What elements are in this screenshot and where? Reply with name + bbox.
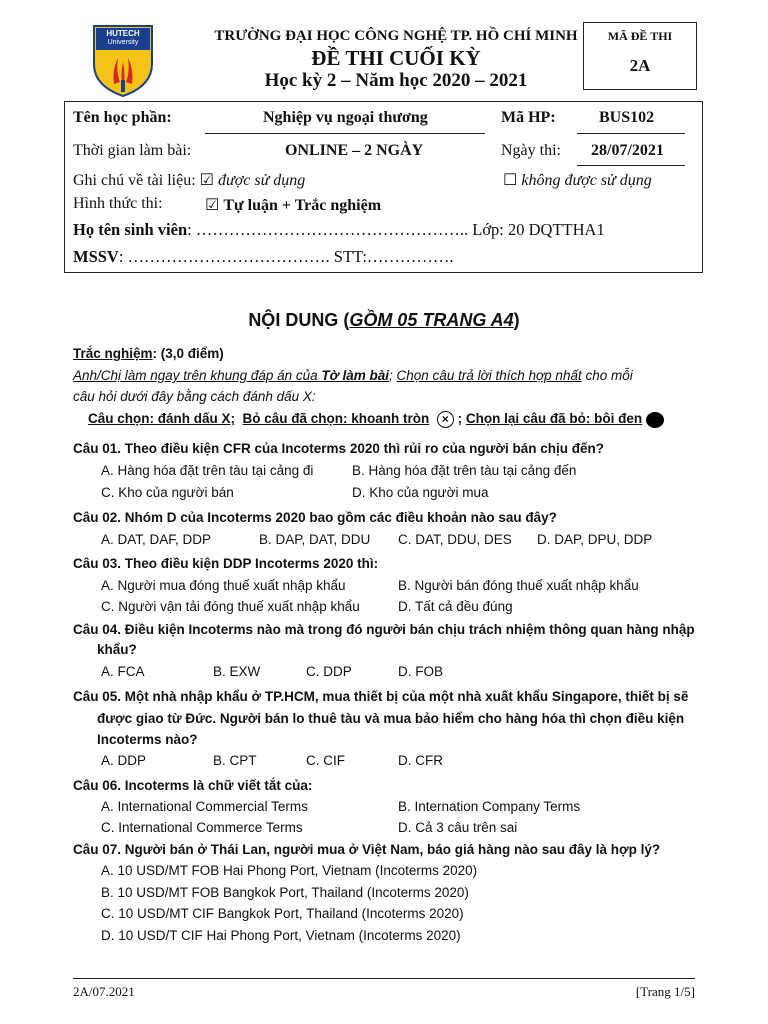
allowed-checkbox: ☑ (199, 172, 214, 189)
question-04: Câu 04. Điều kiện Incoterms nào mà trong đó người bán chịu trách nhiệm thông quan hàng nhập (73, 622, 695, 637)
content-title-suffix: ) (513, 310, 520, 330)
question-05-cont-1: được giao từ Đức. Người bán lo thuê tàu và mua bảo hiểm cho hàng hóa thì chọn điều kiện (97, 711, 685, 726)
hp-underline (577, 133, 685, 134)
instruction-1c: ; (389, 368, 397, 383)
q06-option-b: B. Internation Company Terms (398, 799, 581, 814)
q01-option-c: C. Kho của người bán (101, 485, 234, 500)
q03-option-b: B. Người bán đóng thuế xuất nhập khẩu (398, 578, 639, 593)
form-checkbox: ☑ (205, 197, 220, 214)
question-03: Câu 03. Theo điều kiện DDP Incoterms 2020 thì: (73, 556, 379, 571)
question-07: Câu 07. Người bán ở Thái Lan, người mua ở Việt Nam, báo giá hàng nào sau đây là hợp lý? (73, 842, 661, 857)
exam-code-value: 2A (629, 56, 651, 75)
q07-option-d: D. 10 USD/T CIF Hai Phong Port, Vietnam (Incoterms 2020) (101, 928, 461, 943)
date-underline (577, 165, 685, 166)
q04-option-b: B. EXW (213, 664, 261, 679)
q04-option-c: C. DDP (306, 664, 352, 679)
mark-rule-select: Câu chọn: đánh dấu X; (88, 411, 235, 427)
form-value: Tự luận + Trắc nghiệm (223, 197, 382, 214)
circled-x-icon: × (437, 411, 454, 428)
q02-option-b: B. DAP, DAT, DDU (259, 532, 371, 547)
mssv-label: MSSV (73, 247, 119, 266)
q04-option-d: D. FOB (398, 664, 444, 679)
allowed-text: được sử dụng (217, 172, 306, 189)
student-name-row (73, 220, 605, 240)
section-heading (73, 346, 224, 361)
q04-option-a: A. FCA (101, 664, 145, 679)
question-01: Câu 01. Theo điều kiện CFR của Incoterms 2020 thì rủi ro của người bán chịu đến? (73, 441, 604, 456)
question-06: Câu 06. Incoterms là chữ viết tắt của: (73, 778, 313, 793)
note-label: Ghi chú về tài liệu: (73, 172, 196, 189)
time-value: ONLINE – 2 NGÀY (285, 142, 424, 159)
logo-text-hutech: HUTECH (106, 29, 140, 38)
mssv-rest: : ………………………………. STT:……………. (118, 247, 454, 266)
q06-option-c: C. International Commerce Terms (101, 820, 303, 835)
time-label: Thời gian làm bài: (73, 142, 192, 159)
logo-text-university: University (107, 39, 139, 46)
question-05: Câu 05. Một nhà nhập khẩu ở TP.HCM, mua thiết bị của một nhà xuất khẩu Singapore, thiết bị sẽ (73, 689, 689, 704)
semester: Học kỳ 2 – Năm học 2020 – 2021 (264, 70, 528, 91)
student-name-rest: : ………………………………………….. Lớp: 20 DQTTHA1 (187, 220, 605, 239)
footer-page: [Trang 1/5] (635, 984, 695, 999)
content-title (0, 310, 768, 331)
mark-rule-cancel: Bỏ câu đã chọn: khoanh tròn (242, 411, 430, 427)
filled-circle-icon (646, 412, 664, 428)
footer-code: 2A/07.2021 (73, 984, 135, 999)
q01-option-b: B. Hàng hóa đặt trên tàu tại cảng đến (352, 463, 577, 478)
instruction-1d: Chọn câu trả lời thích hợp nhất (396, 368, 582, 383)
q02-option-d: D. DAP, DPU, DDP (537, 532, 653, 547)
instruction-1e: cho mỗi (581, 368, 633, 383)
exam-title: ĐỀ THI CUỐI KỲ (311, 46, 481, 70)
school-name: TRƯỜNG ĐẠI HỌC CÔNG NGHỆ TP. HỒ CHÍ MINH (214, 28, 578, 44)
q07-option-a: A. 10 USD/MT FOB Hai Phong Port, Vietnam (Incoterms 2020) (101, 863, 478, 878)
exam-code-label: MÃ ĐỀ THI (607, 29, 673, 43)
not-allowed-row (503, 170, 652, 190)
instruction-1b: Tờ làm bài (321, 368, 390, 383)
course-value: Nghiệp vụ ngoại thương (263, 109, 428, 126)
q02-option-c: C. DAT, DDU, DES (398, 532, 512, 547)
mssv-row (73, 247, 454, 267)
form-row (205, 195, 381, 215)
footer-rule (73, 978, 695, 979)
q05-option-d: D. CFR (398, 753, 443, 768)
q01-option-a: A. Hàng hóa đặt trên tàu tại cảng đi (101, 463, 314, 478)
instruction-1a: Anh/Chị làm ngay trên khung đáp án của (73, 368, 322, 383)
q06-option-a: A. International Commercial Terms (101, 799, 308, 814)
q07-option-b: B. 10 USD/MT FOB Bangkok Port, Thailand (Incoterms 2020) (101, 885, 469, 900)
hutech-logo (90, 24, 156, 98)
question-05-cont-2: Incoterms nào? (97, 732, 198, 747)
q02-option-a: A. DAT, DAF, DDP (101, 532, 212, 547)
section-label: Trắc nghiệm (73, 346, 153, 361)
q01-option-d: D. Kho của người mua (352, 485, 489, 500)
q03-option-d: D. Tất cả đều đúng (398, 599, 513, 614)
instruction-line-2: câu hỏi dưới đây bằng cách đánh dấu X: (73, 389, 316, 404)
content-title-underlined: GỒM 05 TRANG A4 (349, 310, 514, 330)
q03-option-a: A. Người mua đóng thuế xuất nhập khẩu (101, 578, 346, 593)
date-label: Ngày thi: (501, 142, 561, 159)
q05-option-a: A. DDP (101, 753, 147, 768)
date-value: 28/07/2021 (591, 142, 664, 159)
not-allowed-text: không được sử dụng (521, 172, 652, 189)
q05-option-c: C. CIF (306, 753, 345, 768)
q05-option-b: B. CPT (213, 753, 257, 768)
course-underline (205, 133, 485, 134)
mark-rule-separator: ; (457, 411, 463, 427)
not-allowed-checkbox: ☐ (503, 172, 518, 189)
form-label: Hình thức thi: (73, 195, 163, 212)
hp-value: BUS102 (599, 109, 655, 126)
question-04-cont: khẩu? (97, 642, 137, 657)
q03-option-c: C. Người vận tải đóng thuế xuất nhập khẩu (101, 599, 360, 614)
course-label: Tên học phần: (73, 109, 172, 126)
marking-rules (88, 411, 664, 428)
section-points: : (3,0 điểm) (152, 346, 224, 361)
instruction-line-1 (73, 368, 633, 383)
exam-info-box (64, 101, 703, 273)
hp-label: Mã HP: (501, 109, 556, 126)
mark-rule-reselect: Chọn lại câu đã bỏ: bôi đen (465, 411, 643, 427)
note-row (73, 170, 305, 190)
exam-code-box (583, 22, 697, 90)
q07-option-c: C. 10 USD/MT CIF Bangkok Port, Thailand (Incoterms 2020) (101, 906, 464, 921)
student-name-label: Họ tên sinh viên (73, 220, 188, 239)
question-02: Câu 02. Nhóm D của Incoterms 2020 bao gồm các điều khoản nào sau đây? (73, 510, 557, 525)
content-title-prefix: NỘI DUNG ( (248, 310, 350, 330)
q06-option-d: D. Cả 3 câu trên sai (398, 820, 518, 835)
